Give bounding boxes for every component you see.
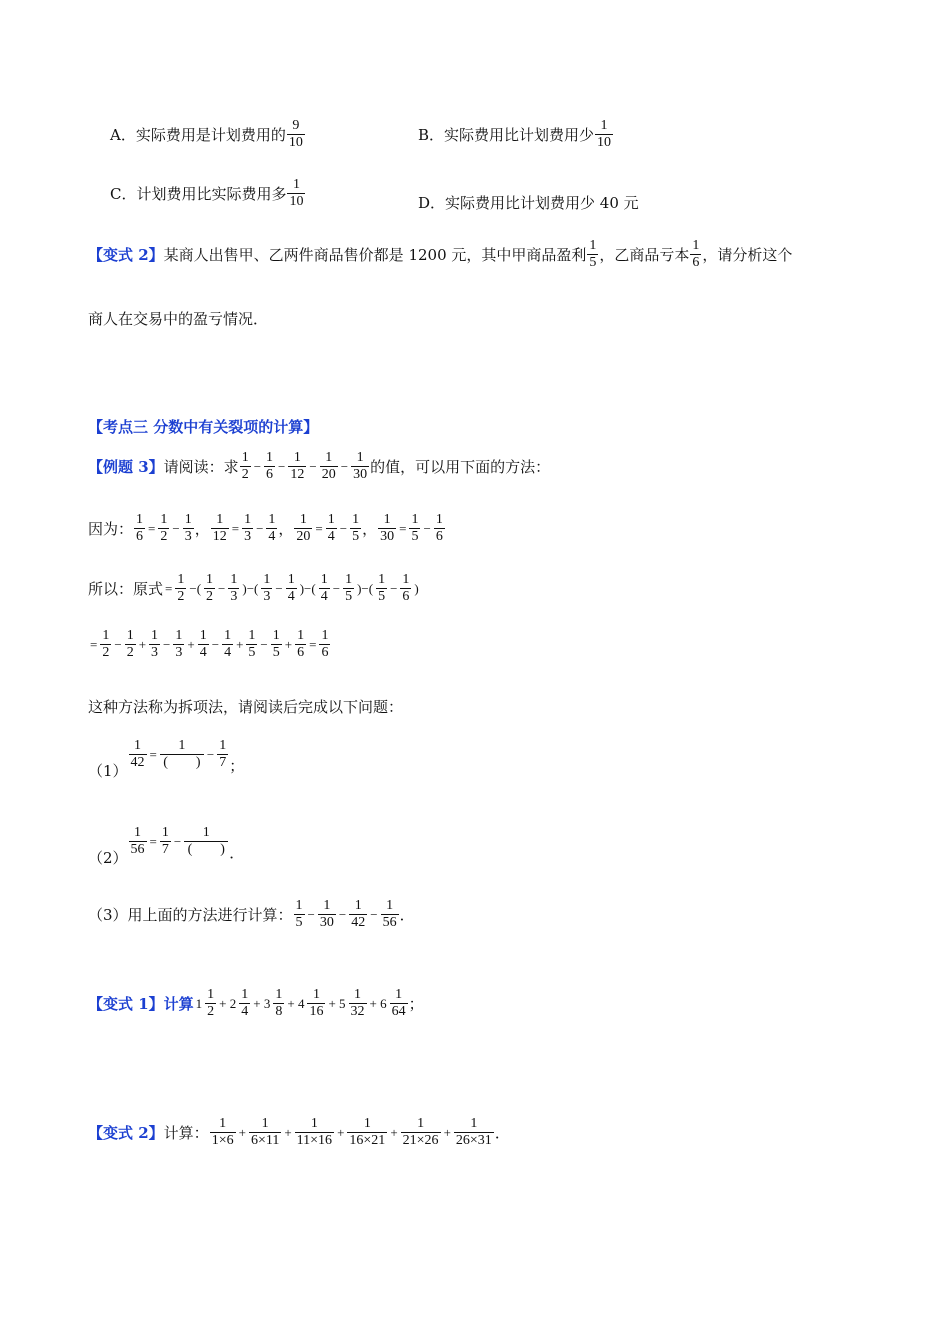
option-d-label: D．实际费用比计划费用少 40 元 — [418, 194, 639, 212]
option-c — [110, 177, 306, 210]
punctuation: ． — [229, 844, 245, 862]
method-line — [88, 696, 403, 717]
question-text: （3）用上面的方法进行计算： — [88, 906, 293, 924]
fraction: 1 10 — [289, 177, 304, 209]
expansion-line: = $\frac{1}{2}$ − $\frac{1}{2}$ + $\frac{1}{3}$ − $\frac{1}{3}$ + $\frac{1}{4}$ − $\frac{1}{4}$ + $\frac{1}{5}$ − $\frac{1}{5}$ + $\frac{1}{6}$ = $\frac{1}{6}$ — [90, 628, 329, 660]
section-title: 【考点三 分数中有关裂项的计算】 — [88, 418, 319, 436]
fraction: 1 2 — [241, 450, 249, 482]
because-label: 因为： — [88, 520, 134, 538]
fraction: $\frac{1}{20}$ — [321, 450, 336, 482]
fraction: 1 6 — [692, 238, 700, 270]
fraction: 9 10 — [288, 118, 303, 150]
example-tag: 【例题 3】 — [88, 458, 164, 476]
problem-text: 某商人出售甲、乙两件商品售价都是 1200 元，其中甲商品盈利 — [163, 246, 587, 264]
punctuation: ； — [408, 995, 424, 1013]
variant-tag: 【变式 2】 — [88, 1124, 164, 1142]
variant2-problem-line2 — [88, 308, 268, 329]
punctuation: ； — [229, 757, 245, 775]
question-1: （1） $\frac{1}{42}$ = 1 ( ) − $\frac{1}{7}$ ； — [88, 738, 245, 780]
fraction: $\frac{1}{6}$ — [266, 450, 274, 482]
fraction: 1 10 — [597, 118, 612, 150]
answer-blank[interactable]: ( ) — [160, 754, 204, 771]
problem-text: ，请分析这个 — [702, 246, 793, 264]
fraction: $\frac{1}{12}$ — [290, 450, 305, 482]
variant2b-problem: 【变式 2】 计算： 1 1×6 + $\frac{1}{6\times 11}$ + $\frac{1}{11\times 16}$ + $\frac{1}{16\times 21}$ + $\frac{1}{21\times 26}$ + $\frac{1}{26\times 31}$ ． — [88, 1116, 510, 1148]
example-text: 请阅读：求 — [163, 458, 239, 476]
question-number: （1） — [88, 762, 128, 780]
option-a-label: A．实际费用是计划费用的 — [110, 126, 286, 144]
so-line: 所以：原式 = $\frac{1}{2}$ −( 1 2 − $\frac{1}{3}$ )−( 1 3 − $\frac{1}{4}$ )−( 1 4 − $\frac{1}{5}$ )−( 1 5 − $\frac{1}{6}$ ) — [88, 572, 419, 604]
option-a — [110, 118, 306, 151]
because-line: 因为： $\frac{1}{6}$ = $\frac{1}{2}$ − $\frac{1}{3}$ ， $\frac{1}{12}$ = $\frac{1}{3}$ − $\frac{1}{4}$ ， $\frac{1}{20}$ = $\frac{1}{4}$ − $\frac{1}{5}$ ， $\frac{1}{30}$ = $\frac{1}{5}$ − $\frac{1}{6}$ — [88, 512, 443, 544]
variant1-problem: 【变式 1】计算 1 1 2 + 2 1 4 + 3 1 8 + 4 1 16 + 5 1 32 + 6 1 64 ； — [88, 987, 424, 1019]
option-c-label: C．计划费用比实际费用多 — [110, 185, 287, 203]
section-heading — [88, 416, 318, 437]
question-number: （2） — [88, 849, 128, 867]
calc-label: 计算： — [163, 1124, 209, 1142]
variant-tag: 【变式 1】计算 — [88, 995, 194, 1013]
punctuation: ． — [399, 906, 415, 924]
question-2: （2） $\frac{1}{56}$ = $\frac{1}{7}$ − 1 ( ) ． — [88, 825, 245, 867]
option-b-label: B．实际费用比计划费用少 — [418, 126, 595, 144]
answer-blank[interactable]: ( ) — [184, 841, 228, 858]
variant-tag: 【变式 2】 — [88, 246, 164, 264]
option-b — [418, 118, 614, 151]
method-text: 这种方法称为拆项法，请阅读后完成以下问题： — [88, 698, 404, 716]
punctuation: ． — [494, 1124, 510, 1142]
variant2-problem — [88, 238, 792, 271]
fraction: $\frac{1}{30}$ — [353, 450, 368, 482]
so-label: 所以：原式 — [88, 580, 164, 598]
problem-text: 商人在交易中的盈亏情况． — [88, 310, 269, 328]
option-d — [418, 192, 639, 213]
example3-statement: 【例题 3】 请阅读：求 1 2 − $\frac{1}{6}$ − $\frac{1}{12}$ − $\frac{1}{20}$ − $\frac{1}{30}$ 的值，可以用下面的方法： — [88, 450, 551, 482]
example-text: 的值，可以用下面的方法： — [370, 458, 551, 476]
question-3: （3）用上面的方法进行计算： 1 5 − $\frac{1}{30}$ − $\frac{1}{42}$ − $\frac{1}{56}$ ． — [88, 898, 415, 930]
problem-text: ，乙商品亏本 — [599, 246, 690, 264]
fraction: 1 5 — [589, 238, 597, 270]
